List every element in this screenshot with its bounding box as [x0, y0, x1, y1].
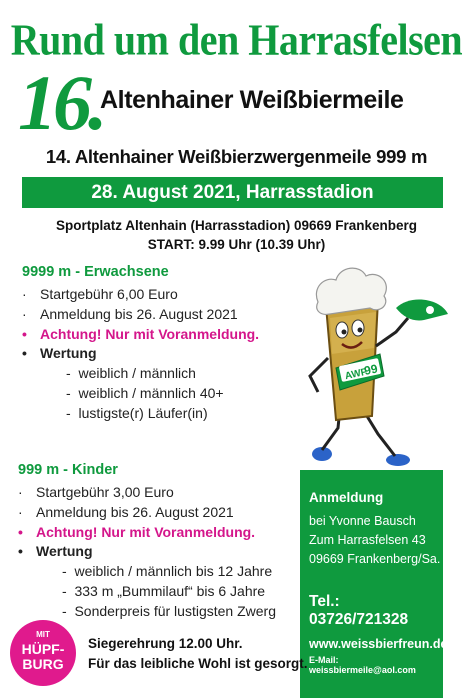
list-item: · Anmeldung bis 26. August 2021 — [22, 305, 238, 322]
registration-line: 09669 Frankenberg/Sa. — [309, 552, 441, 566]
kids-ranking-item: Sonderpreis für lustigsten Zwerg — [74, 602, 276, 619]
list-item: • Wertung — [18, 543, 93, 560]
registration-line: Zum Harrasfelsen 43 — [309, 533, 426, 547]
registration-title: Anmeldung — [309, 490, 384, 505]
registration-phone[interactable]: Tel.: 03726/721328 — [309, 593, 409, 628]
registration-line: bei Yvonne Bausch — [309, 514, 416, 528]
subtitle: 14. Altenhainer Weißbierzwergenmeile 999 m — [45, 146, 428, 167]
shirt-text: AWF — [343, 366, 368, 383]
badge-line1: HÜPF- — [21, 641, 65, 657]
list-item: · Startgebühr 6,00 Euro — [22, 286, 178, 302]
edition-title: Altenhainer Weißbiermeile — [100, 86, 404, 114]
list-item: - Sonderpreis für lustigsten Zwerg — [62, 602, 276, 619]
adults-ranking-item: weiblich / männlich 40+ — [78, 384, 224, 401]
venue-location: Sportplatz Altenhain (Harrasstadion) 09669 Frankenberg — [55, 218, 418, 233]
bouncy-castle-badge — [10, 620, 76, 686]
catering-text: Für das leibliche Wohl ist gesorgt. — [88, 656, 308, 671]
shirt-number: 99 — [362, 361, 379, 378]
venue-block — [0, 216, 473, 254]
beer-glass-mascot — [300, 258, 450, 468]
venue-start: START: 9.99 Uhr (10.39 Uhr) — [147, 237, 326, 252]
beer-foam — [316, 268, 386, 314]
adults-section-title: 9999 m - Erwachsene — [22, 264, 169, 280]
kids-list — [18, 483, 276, 622]
website-link[interactable]: www.weissbierfreun.de — [309, 637, 448, 651]
registration-address — [309, 512, 440, 569]
date-bar: 28. August 2021, Harrasstadion — [22, 177, 443, 208]
list-item: • Wertung — [22, 345, 97, 362]
green-cap — [396, 299, 448, 320]
list-item: - weiblich / männlich 40+ — [66, 384, 224, 401]
list-item: - 333 m „Bummilauf“ bis 6 Jahre — [62, 582, 266, 599]
registration-box — [300, 470, 448, 698]
list-item: - weiblich / männlich bis 12 Jahre — [62, 563, 273, 580]
list-item: • Achtung! Nur mit Voranmeldung. — [22, 325, 260, 342]
ceremony-text: Siegerehrung 12.00 Uhr. — [88, 636, 243, 651]
kids-ranking-item: 333 m „Bummilauf“ bis 6 Jahre — [74, 582, 266, 599]
kids-ranking-item: weiblich / männlich bis 12 Jahre — [74, 563, 273, 580]
adults-warning: Achtung! Nur mit Voranmeldung. — [40, 325, 260, 342]
adults-fee: Startgebühr 6,00 Euro — [40, 286, 178, 302]
kids-warning: Achtung! Nur mit Voranmeldung. — [36, 523, 256, 540]
footer-info — [88, 634, 308, 674]
list-item: • Achtung! Nur mit Voranmeldung. — [18, 523, 256, 540]
kids-section-title: 999 m - Kinder — [18, 462, 118, 478]
kids-deadline: Anmeldung bis 26. August 2021 — [36, 503, 234, 520]
adults-ranking-label: Wertung — [40, 345, 97, 362]
list-item: - lustigste(r) Läufer(in) — [66, 404, 208, 421]
list-item: · Anmeldung bis 26. August 2021 — [18, 503, 234, 520]
event-title: Rund um den Harrasfelsen — [10, 14, 463, 65]
list-item: - weiblich / männlich — [66, 365, 196, 382]
kids-fee: Startgebühr 3,00 Euro — [36, 484, 174, 500]
email-link[interactable]: E-Mail: weissbiermeile@aol.com — [309, 655, 416, 675]
badge-line2: BURG — [22, 656, 64, 672]
adults-ranking-item: weiblich / männlich — [78, 365, 196, 382]
edition-number: 16. — [18, 59, 104, 146]
kids-ranking-label: Wertung — [36, 543, 93, 560]
adults-list — [22, 285, 259, 424]
list-item: · Startgebühr 3,00 Euro — [18, 484, 174, 500]
badge-small-text: MIT — [36, 630, 50, 639]
adults-deadline: Anmeldung bis 26. August 2021 — [40, 305, 238, 322]
right-shoe — [386, 454, 410, 466]
adults-ranking-item: lustigste(r) Läufer(in) — [78, 404, 208, 421]
